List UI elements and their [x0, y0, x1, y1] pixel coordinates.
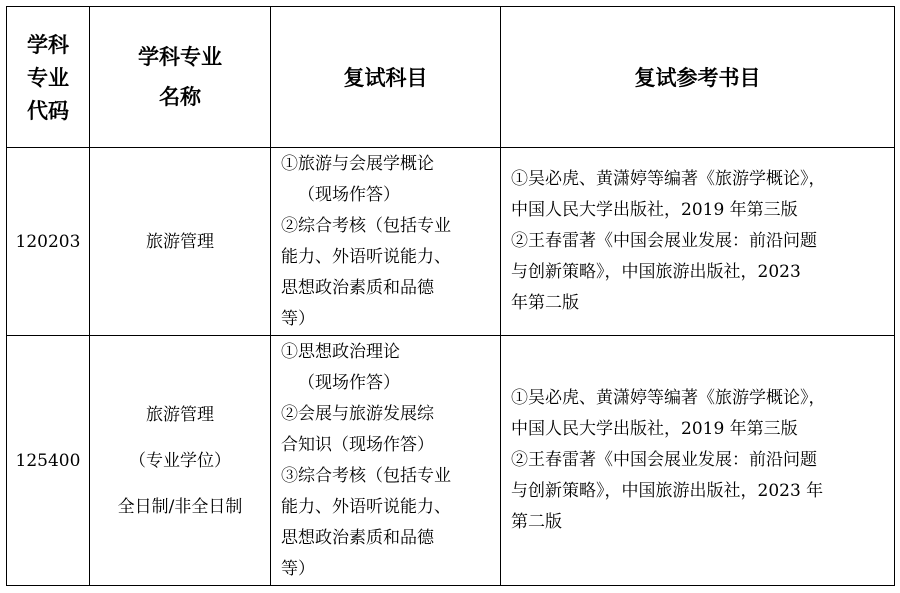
book-line: ①吴必虎、黄潇婷等编著《旅游学概论》，	[511, 169, 826, 189]
subject-line: 思想政治素质和品德	[281, 277, 434, 298]
major-name	[90, 336, 271, 586]
major-name	[90, 148, 271, 336]
subject-line: ③综合考核（包括专业	[281, 465, 451, 486]
subject-line: （现场作答）	[298, 372, 400, 393]
reference-books	[501, 336, 895, 586]
header-books: 复试参考书目	[501, 7, 895, 148]
major-name-line: 旅游管理	[146, 231, 214, 252]
exam-subjects-table	[6, 6, 895, 586]
subject-line: 能力、外语听说能力、	[281, 246, 451, 267]
subject-line: ①思想政治理论	[281, 341, 400, 362]
subject-line: 思想政治素质和品德	[281, 527, 434, 548]
header-code-line: 代码	[27, 97, 69, 123]
book-line: 中国人民大学出版社，2019 年第三版	[511, 419, 798, 439]
header-name-line: 学科专业	[138, 44, 222, 69]
header-subjects: 复试科目	[271, 7, 501, 148]
header-row	[7, 7, 895, 148]
subject-line: ②综合考核（包括专业	[281, 215, 451, 236]
major-code: 120203	[7, 148, 90, 336]
book-line: 与创新策略》，中国旅游出版社，2023 年	[511, 481, 824, 501]
book-line: 中国人民大学出版社，2019 年第三版	[511, 200, 798, 220]
table-row	[7, 148, 895, 336]
subject-line: 等）	[281, 558, 315, 579]
book-line: ①吴必虎、黄潇婷等编著《旅游学概论》，	[511, 388, 826, 408]
exam-subjects	[271, 336, 501, 586]
reference-books	[501, 148, 895, 336]
header-name	[90, 7, 271, 148]
subject-line: 能力、外语听说能力、	[281, 496, 451, 517]
subject-line: ①旅游与会展学概论	[281, 153, 434, 174]
subject-line: 等）	[281, 308, 315, 329]
major-name-line: 旅游管理	[146, 404, 214, 425]
header-code-line: 专业	[27, 64, 69, 90]
header-code	[7, 7, 90, 148]
book-line: ②王春雷著《中国会展业发展：前沿问题	[511, 231, 817, 251]
table-row	[7, 336, 895, 586]
book-line: 年第二版	[511, 293, 579, 313]
header-code-line: 学科	[27, 31, 69, 57]
exam-subjects	[271, 148, 501, 336]
major-name-line: 全日制/非全日制	[117, 496, 243, 517]
book-line: 与创新策略》，中国旅游出版社，2023	[511, 262, 801, 282]
header-name-line: 名称	[159, 84, 201, 109]
subject-line: 合知识（现场作答）	[281, 434, 434, 455]
book-line: 第二版	[511, 512, 562, 532]
subject-line: （现场作答）	[298, 184, 400, 205]
book-line: ②王春雷著《中国会展业发展：前沿问题	[511, 450, 817, 470]
major-name-line: （专业学位）	[129, 450, 231, 471]
major-code: 125400	[7, 336, 90, 586]
subject-line: ②会展与旅游发展综	[281, 403, 434, 424]
